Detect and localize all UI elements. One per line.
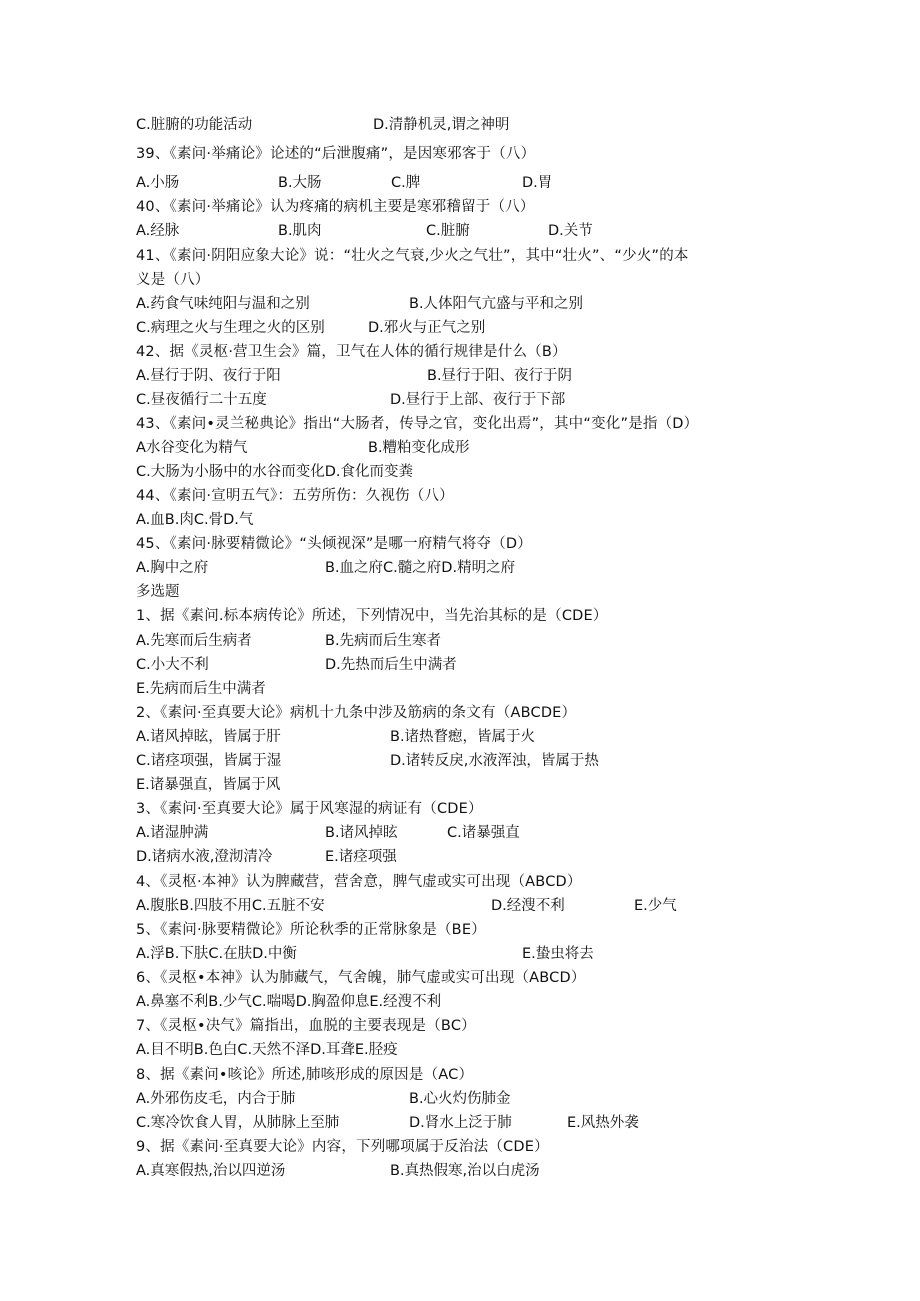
option-a: A.真寒假热,治以四逆汤 xyxy=(136,1163,286,1179)
option-a: A.外邪伤皮毛，内合于肺 xyxy=(136,1091,296,1107)
option-c: C.诸痉项强，皆属于湿 xyxy=(136,753,282,769)
question-text: 4、《灵枢·本神》认为脾藏营，营舍意，脾气虚或实可出现（ABCD） xyxy=(136,874,582,890)
option-e: E.先病而后生中满者 xyxy=(136,681,266,697)
option-d: D.经溲不利 xyxy=(491,898,565,914)
option-e: E.诸痉项强 xyxy=(325,849,397,865)
option-c: C.脏腑的功能活动 xyxy=(136,117,253,133)
option-b: B.真热假寒,治以白虎汤 xyxy=(390,1163,540,1179)
option-d: D.肾水上泛于肺 xyxy=(409,1115,512,1131)
option-a-b-c-d: A.浮B.下肤C.在肤D.中衡 xyxy=(136,946,297,962)
option-e: E.蛰虫将去 xyxy=(522,946,594,962)
option-c: C.脏腑 xyxy=(426,223,470,239)
option-a-b-c: A.腹胀B.四肢不用C.五脏不安 xyxy=(136,898,325,914)
option-d: D.昼行于上部、夜行于下部 xyxy=(390,392,566,408)
question-text: 6、《灵枢•本神》认为肺藏气，气舍魄，肺气虚或实可出现（ABCD） xyxy=(136,970,586,986)
option-b: B.昼行于阳、夜行于阴 xyxy=(427,368,573,384)
option-b: B.大肠 xyxy=(278,175,322,191)
option-d: D.胃 xyxy=(522,175,553,191)
question-text: 41、《素问·阴阳应象大论》说：“壮火之气衰,少火之气壮”，其中“壮火”、“少火”的本 xyxy=(136,248,689,264)
question-text: 9、据《素问·至真要大论》内容，下列哪项属于反治法（CDE） xyxy=(136,1139,549,1155)
option-a: A.先寒而后生病者 xyxy=(136,633,252,649)
option-d: D.清静机灵,谓之神明 xyxy=(373,117,510,133)
option-d: D.诸病水液,澄沏清冷 xyxy=(136,849,273,865)
option-e: E.少气 xyxy=(634,898,677,914)
option-a: A.药食气味纯阳与温和之别 xyxy=(136,296,310,312)
question-text: 3、《素问·至真要大论》属于风寒湿的病证有（CDE） xyxy=(136,801,483,817)
option-c: C.小大不利 xyxy=(136,657,209,673)
section-title: 多选题 xyxy=(136,584,180,600)
option-b: B.诸热瞀瘛，皆属于火 xyxy=(390,729,536,745)
option-e: E.风热外袭 xyxy=(567,1115,639,1131)
option-b: B.人体阳气亢盛与平和之别 xyxy=(409,296,584,312)
option-c: C.昼夜循行二十五度 xyxy=(136,392,267,408)
question-text: 43、《素问•灵兰秘典论》指出“大肠者，传导之官，变化出焉”，其中“变化”是指（D） xyxy=(136,416,699,432)
option-a: A.经脉 xyxy=(136,223,180,239)
question-text: 40、《素问·举痛论》认为疼痛的病机主要是寒邪稽留于（八） xyxy=(136,199,535,215)
question-text: 42、据《灵枢·营卫生会》篇，卫气在人体的循行规律是什么（B） xyxy=(136,344,567,360)
option-b-c-d: B.血之府C.髓之府D.精明之府 xyxy=(325,560,516,576)
option-b: B.糟粕变化成形 xyxy=(368,440,470,456)
option-b: B.心火灼伤肺金 xyxy=(409,1091,511,1107)
option-a: A.诸风掉眩，皆属于肝 xyxy=(136,729,281,745)
question-text: 8、据《素问•咳论》所述,肺咳形成的原因是（AC） xyxy=(136,1067,474,1083)
option-d: D.先热而后生中满者 xyxy=(325,657,457,673)
option-c-d: C.大肠为小肠中的水谷而变化D.食化而变粪 xyxy=(136,464,414,480)
option-a: A.小肠 xyxy=(136,175,180,191)
option-a: A.诸湿肿满 xyxy=(136,825,209,841)
question-text: 2、《素问·至真要大论》病机十九条中涉及筋病的条文有（ABCDE） xyxy=(136,705,577,721)
options-inline: A.目不明B.色白C.天然不泽D.耳聋E.胫疫 xyxy=(136,1042,398,1058)
option-c: C.脾 xyxy=(391,175,421,191)
option-a: A.胸中之府 xyxy=(136,560,209,576)
question-text: 39、《素问·举痛论》论述的“后泄腹痛”，是因寒邪客于（八） xyxy=(136,146,536,162)
option-b: B.先病而后生寒者 xyxy=(325,633,442,649)
option-a: A水谷变化为精气 xyxy=(136,440,248,456)
options-inline: A.血B.肉C.骨D.气 xyxy=(136,512,254,528)
question-text: 1、据《素问.标本病传论》所述，下列情况中，当先治其标的是（CDE） xyxy=(136,608,608,624)
option-d: D.诸转反戾,水液浑浊，皆属于热 xyxy=(390,753,599,769)
question-text: 44、《素问·宣明五气》：五劳所伤：久视伤（八） xyxy=(136,488,454,504)
option-c: C.诸暴强直 xyxy=(447,825,520,841)
question-text: 义是（八） xyxy=(136,272,210,288)
option-d: D.关节 xyxy=(548,223,593,239)
question-text: 45、《素问·脉要精微论》“头倾视深”是哪一府精气将夺（D） xyxy=(136,536,532,552)
option-c: C.寒冷饮食人胃，从肺脉上至肺 xyxy=(136,1115,340,1131)
option-e: E.诸暴强直，皆属于风 xyxy=(136,777,281,793)
options-inline: A.鼻塞不利B.少气C.喘喝D.胸盈仰息E.经溲不利 xyxy=(136,994,442,1010)
option-c: C.病理之火与生理之火的区别 xyxy=(136,320,325,336)
option-d: D.邪火与正气之别 xyxy=(368,320,486,336)
option-b: B.肌肉 xyxy=(278,223,322,239)
option-a: A.昼行于阴、夜行于阳 xyxy=(136,368,281,384)
question-text: 7、《灵枢•决气》篇指出，血脱的主要表现是（BC） xyxy=(136,1018,476,1034)
question-text: 5、《素问·脉要精微论》所论秋季的正常脉象是（BE） xyxy=(136,922,486,938)
option-b: B.诸风掉眩 xyxy=(325,825,398,841)
